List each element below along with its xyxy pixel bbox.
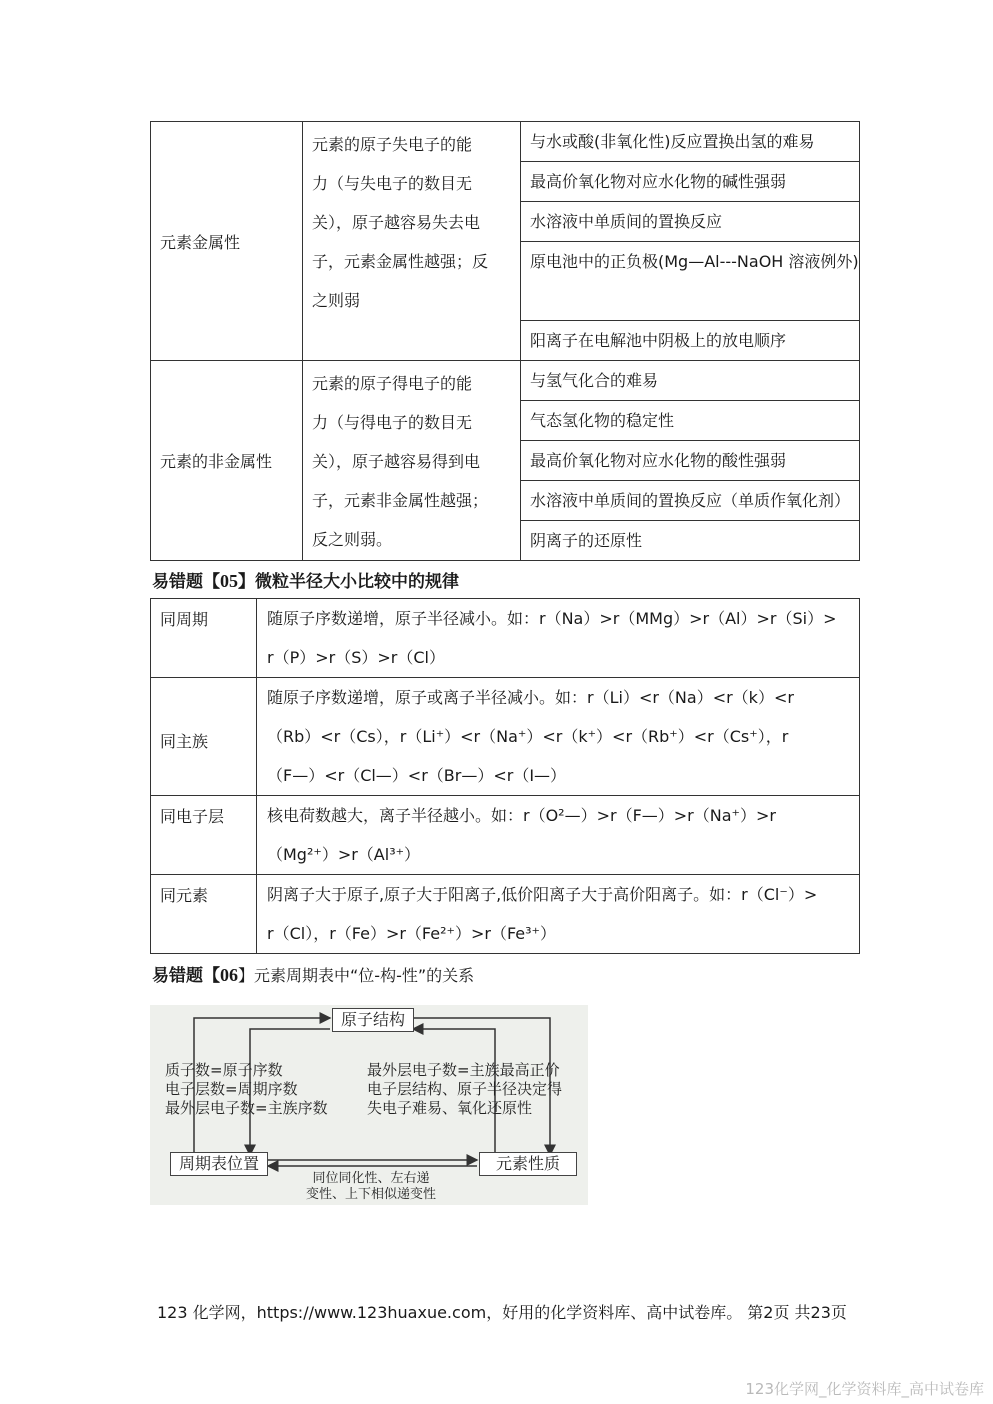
bottom-relations — [296, 1171, 446, 1203]
right-relation-line: 电子层结构、原子半径决定得 — [367, 1080, 563, 1098]
nonmetal-desc-line: 关），原子越容易得到电 — [312, 452, 481, 471]
rule-key: 同周期 — [151, 599, 257, 678]
periodic-position-box: 周期表位置 — [170, 1152, 268, 1176]
metal-method — [521, 242, 860, 321]
bottom-relation-line: 变性、上下相似递变性 — [305, 1187, 436, 1202]
left-relation-line: 质子数=原子序数 — [165, 1061, 283, 1079]
position-structure-property-diagram — [150, 1005, 588, 1205]
atomic-structure-box: 原子结构 — [332, 1008, 414, 1032]
right-relation-line: 失电子难易、氧化还原性 — [367, 1099, 533, 1117]
rule-value — [257, 875, 860, 954]
rule-key: 同电子层 — [151, 796, 257, 875]
right-relations — [367, 1061, 562, 1118]
rule-line: （Mg²⁺）>r（Al³⁺） — [267, 845, 421, 864]
metal-method-text: 原电池中的正负极(Mg—Al---NaOH 溶液例外) — [530, 252, 859, 271]
left-relation-line: 电子层数=周期序数 — [165, 1080, 298, 1098]
element-property-box: 元素性质 — [479, 1152, 577, 1176]
bottom-relation-line: 同位同化性、左右递 — [312, 1171, 430, 1186]
metal-desc-line: 之则弱 — [312, 291, 361, 310]
nonmetal-method: 与氢气化合的难易 — [521, 361, 860, 401]
rule-key: 同主族 — [151, 678, 257, 796]
metal-method: 水溶液中单质间的置换反应 — [521, 202, 860, 242]
radius-rules-table — [150, 598, 860, 954]
metal-desc-line: 关），原子越容易失去电 — [312, 213, 481, 232]
heading-prefix: 易错题【 — [152, 966, 220, 986]
section-heading-05 — [152, 567, 459, 592]
rule-line: 阴离子大于原子,原子大于阳离子,低价阳离子大于高价阳离子。如：r（Cl⁻）> — [267, 885, 818, 904]
nonmetal-desc-line: 反之则弱。 — [312, 530, 393, 549]
element-properties-table — [150, 121, 860, 561]
nonmetal-method: 气态氢化物的稳定性 — [521, 401, 860, 441]
rule-line: （Rb）<r（Cs），r（Li⁺）<r（Na⁺）<r（k⁺）<r（Rb⁺）<r（Cs⁺），r — [267, 727, 789, 746]
nonmetal-label: 元素的非金属性 — [160, 452, 273, 471]
rule-value — [257, 599, 860, 678]
right-relation-line: 最外层电子数=主族最高正价 — [367, 1061, 560, 1079]
nonmetal-desc-line: 子，元素非金属性越强； — [312, 491, 489, 510]
heading-number: 06 — [220, 965, 238, 985]
metal-label-cell — [151, 122, 303, 361]
metal-method: 与水或酸(非氧化性)反应置换出氢的难易 — [521, 122, 860, 162]
rule-value — [257, 678, 860, 796]
heading-title: 】微粒半径大小比较中的规律 — [238, 572, 459, 592]
metal-desc-line: 子，元素金属性越强；反 — [312, 252, 489, 271]
nonmetal-desc-cell — [303, 361, 521, 561]
heading-title: 】元素周期表中“位-构-性”的关系 — [238, 966, 475, 985]
nonmetal-desc-line: 元素的原子得电子的能 — [312, 374, 473, 393]
nonmetal-method: 最高价氧化物对应水化物的酸性强弱 — [521, 441, 860, 481]
page-footer: 123 化学网，https://www.123huaxue.com，好用的化学资料库、高中试卷库。 第2页 共23页 — [157, 1303, 847, 1322]
nonmetal-desc-line: 力（与得电子的数目无 — [312, 413, 473, 432]
metal-method: 最高价氧化物对应水化物的碱性强弱 — [521, 162, 860, 202]
rule-line: （F—）<r（Cl—）<r（Br—）<r（I—） — [267, 766, 567, 785]
rule-value — [257, 796, 860, 875]
rule-line: r（P）>r（S）>r（Cl） — [267, 648, 445, 667]
left-relations — [165, 1061, 328, 1118]
section-heading-06 — [152, 961, 474, 986]
rule-line: 随原子序数递增，原子半径减小。如：r（Na）>r（MMg）>r（Al）>r（Si）> — [267, 609, 837, 628]
metal-label: 元素金属性 — [160, 232, 241, 252]
heading-prefix: 易错题【 — [152, 572, 220, 592]
heading-number: 05 — [220, 571, 238, 591]
metal-desc-line: 元素的原子失电子的能 — [312, 135, 473, 154]
rule-line: 随原子序数递增，原子或离子半径减小。如：r（Li）<r（Na）<r（k）<r — [267, 688, 794, 707]
rule-key: 同元素 — [151, 875, 257, 954]
site-watermark: 123化学网_化学资料库_高中试卷库 — [745, 1380, 984, 1398]
metal-desc-line: 力（与失电子的数目无 — [312, 174, 473, 193]
nonmetal-label-cell — [151, 361, 303, 561]
rule-line: 核电荷数越大，离子半径越小。如：r（O²—）>r（F—）>r（Na⁺）>r — [267, 806, 776, 825]
left-relation-line: 最外层电子数=主族序数 — [165, 1099, 328, 1117]
metal-method: 阳离子在电解池中阴极上的放电顺序 — [521, 321, 860, 361]
metal-desc-cell — [303, 122, 521, 361]
rule-line: r（Cl），r（Fe）>r（Fe²⁺）>r（Fe³⁺） — [267, 924, 556, 943]
nonmetal-method: 水溶液中单质间的置换反应（单质作氧化剂） — [521, 481, 860, 521]
nonmetal-method: 阴离子的还原性 — [521, 521, 860, 561]
